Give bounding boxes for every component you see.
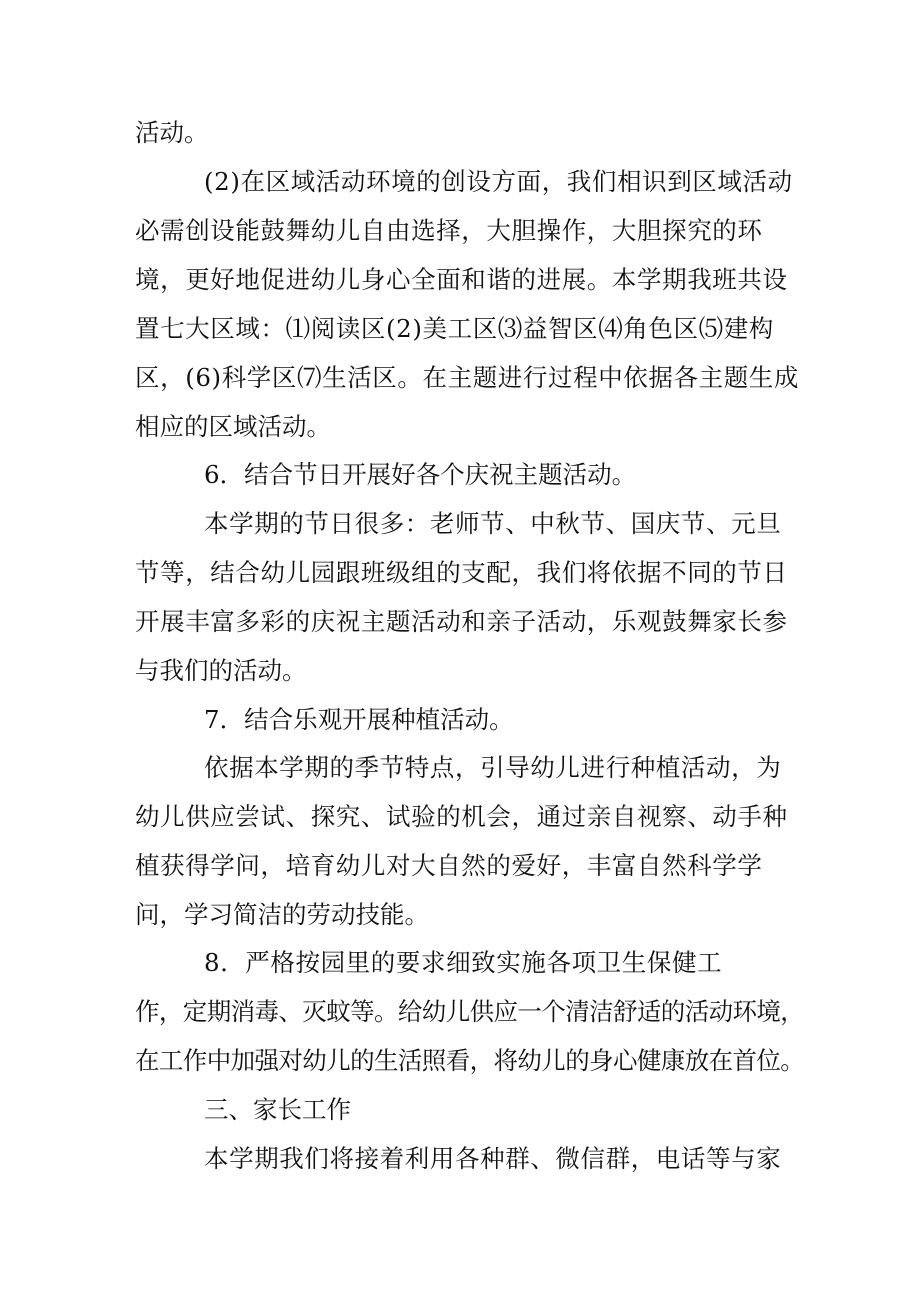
text-line: 植获得学问，培育幼儿对大自然的爱好，丰富自然科学学 xyxy=(135,851,763,880)
text-line: (2)在区域活动环境的创设方面，我们相识到区域活动 xyxy=(204,167,793,196)
text-line: 依据本学期的季节特点，引导幼儿进行种植活动，为 xyxy=(204,753,782,782)
text-line: 开展丰富多彩的庆祝主题活动和亲子活动，乐观鼓舞家长参 xyxy=(135,607,788,636)
text-line: 本学期我们将接着利用各种群、微信群，电话等与家 xyxy=(204,1144,782,1173)
section-heading: 8．严格按园里的要求细致实施各项卫生保健工 xyxy=(204,948,723,977)
text-line: 节等，结合幼儿园跟班级组的支配，我们将依据不同的节日 xyxy=(135,558,788,587)
text-line: 区，(6)科学区⑺生活区。在主题进行过程中依据各主题生成 xyxy=(135,363,800,392)
text-line: 在工作中加强对幼儿的生活照看，将幼儿的身心健康放在首位。 xyxy=(135,1046,805,1075)
text-line: 作，定期消毒、灭蚊等。给幼儿供应一个清洁舒适的活动环境， xyxy=(135,997,805,1026)
text-line: 幼儿供应尝试、探究、试验的机会，通过亲自视察、动手种 xyxy=(135,802,788,831)
text-line: 问，学习简洁的劳动技能。 xyxy=(135,900,429,929)
section-heading: 7．结合乐观开展种植活动。 xyxy=(204,705,514,734)
text-line: 活动。 xyxy=(135,118,209,147)
section-heading: 三、家长工作 xyxy=(204,1095,351,1124)
text-line: 境，更好地促进幼儿身心全面和谐的进展。本学期我班共设 xyxy=(135,265,788,294)
text-line: 相应的区域活动。 xyxy=(135,412,331,441)
text-line: 置七大区域：⑴阅读区(2)美工区⑶益智区⑷角色区⑸建构 xyxy=(135,314,774,343)
text-line: 必需创设能鼓舞幼儿自由选择，大胆操作，大胆探究的环 xyxy=(135,216,763,245)
section-heading: 6．结合节日开展好各个庆祝主题活动。 xyxy=(204,460,637,489)
text-line: 本学期的节日很多：老师节、中秋节、国庆节、元旦 xyxy=(204,509,782,538)
text-line: 与我们的活动。 xyxy=(135,656,307,685)
